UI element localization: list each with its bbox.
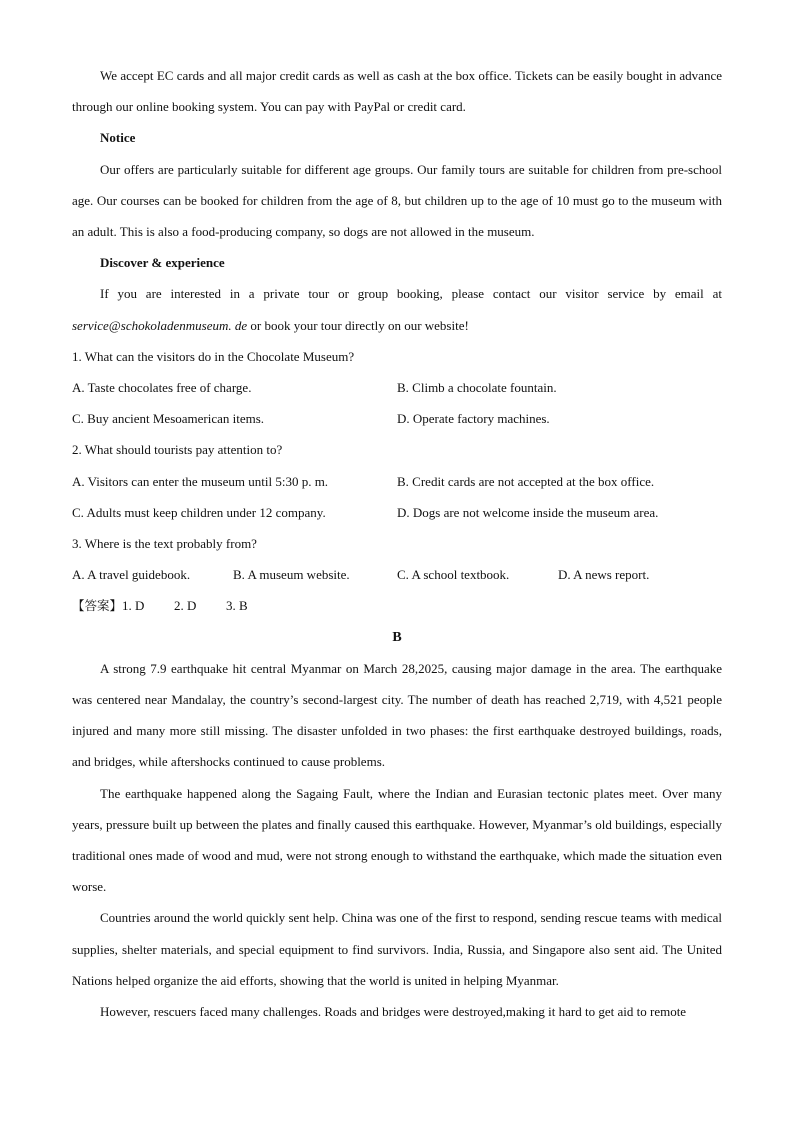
option-b: B. Climb a chocolate fountain. bbox=[397, 380, 557, 396]
answer-1: 1. D bbox=[122, 598, 145, 614]
answer-label: 【答案】 bbox=[72, 598, 123, 614]
option-row bbox=[72, 559, 722, 590]
option-a: A. Taste chocolates free of charge. bbox=[72, 380, 252, 396]
option-row bbox=[72, 372, 722, 403]
passage-b-paragraph-1: A strong 7.9 earthquake hit central Myanmar on March 28,2025, causing major damage in the area. The earthquake was centered near Mandalay, the country’s second-largest city. The number of death has reached 2,719, with 4,521 people injured and many more still missing. The disaster unfolded in two phases: the first earthquake destroyed buildings, roads, and bridges, while aftershocks continued to cause problems. bbox=[72, 660, 722, 770]
option-d: D. Operate factory machines. bbox=[397, 411, 550, 427]
contact-email: service@schokoladenmuseum. de bbox=[72, 317, 248, 333]
document-page bbox=[72, 60, 722, 1027]
option-a: A. Visitors can enter the museum until 5:30 p. m. bbox=[72, 473, 329, 489]
payment-paragraph: We accept EC cards and all major credit cards as well as cash at the box office. Tickets can be easily bought in advance through our online booking system. You can pay with PayPal or credit card. bbox=[72, 68, 722, 115]
option-c: C. Adults must keep children under 12 company. bbox=[72, 504, 326, 520]
passage-b-paragraph-3: Countries around the world quickly sent help. China was one of the first to respond, sending rescue teams with medical supplies, shelter materials, and special equipment to find survivors. India, Russia, and Singapore also sent aid. The United Nations helped organize the aid efforts, showing that the world is united in helping Myanmar. bbox=[72, 910, 722, 988]
option-d: D. Dogs are not welcome inside the museum area. bbox=[397, 504, 659, 520]
option-a: A. A travel guidebook. bbox=[72, 567, 191, 583]
answer-3: 3. B bbox=[226, 598, 248, 614]
option-row bbox=[72, 466, 722, 497]
option-c: C. A school textbook. bbox=[397, 567, 510, 583]
question-3 bbox=[72, 528, 722, 590]
question-1 bbox=[72, 341, 722, 435]
notice-heading: Notice bbox=[100, 130, 136, 146]
question-stem: 2. What should tourists pay attention to? bbox=[72, 442, 283, 458]
section-b-heading: B bbox=[392, 629, 402, 645]
notice-paragraph: Our offers are particularly suitable for different age groups. Our family tours are suitable for children from pre-school age. Our courses can be booked for children from the age of 8, but children up to the age of 10 must go to the museum with an adult. This is also a food-producing company, so dogs are not allowed in the museum. bbox=[72, 161, 722, 240]
option-b: B. A museum website. bbox=[233, 567, 350, 583]
option-b: B. Credit cards are not accepted at the box office. bbox=[397, 473, 655, 489]
discover-text-before: If you are interested in a private tour or group booking, please contact our visitor service by email at bbox=[100, 286, 722, 302]
passage-b-paragraph-4: However, rescuers faced many challenges. Roads and bridges were destroyed,making it hard to get aid to remote bbox=[100, 1004, 687, 1020]
passage-b-paragraph-2: The earthquake happened along the Sagaing Fault, where the Indian and Eurasian tectonic plates meet. Over many years, pressure built up between the plates and finally caused this earthquake. However, Myanmar’s old buildings, especially traditional ones made of wood and mud, were not strong enough to withstand the earthquake, which made the situation even worse. bbox=[72, 785, 722, 895]
question-stem: 3. Where is the text probably from? bbox=[72, 536, 257, 552]
answer-key bbox=[72, 590, 722, 621]
discover-text-after: or book your tour directly on our website! bbox=[247, 317, 469, 333]
question-2 bbox=[72, 434, 722, 528]
question-stem: 1. What can the visitors do in the Chocolate Museum? bbox=[72, 348, 355, 364]
option-c: C. Buy ancient Mesoamerican items. bbox=[72, 411, 265, 427]
option-row bbox=[72, 497, 722, 528]
option-d: D. A news report. bbox=[558, 567, 650, 583]
discover-heading: Discover & experience bbox=[100, 255, 225, 271]
discover-paragraph bbox=[72, 278, 722, 340]
option-row bbox=[72, 403, 722, 434]
answer-2: 2. D bbox=[174, 598, 197, 614]
